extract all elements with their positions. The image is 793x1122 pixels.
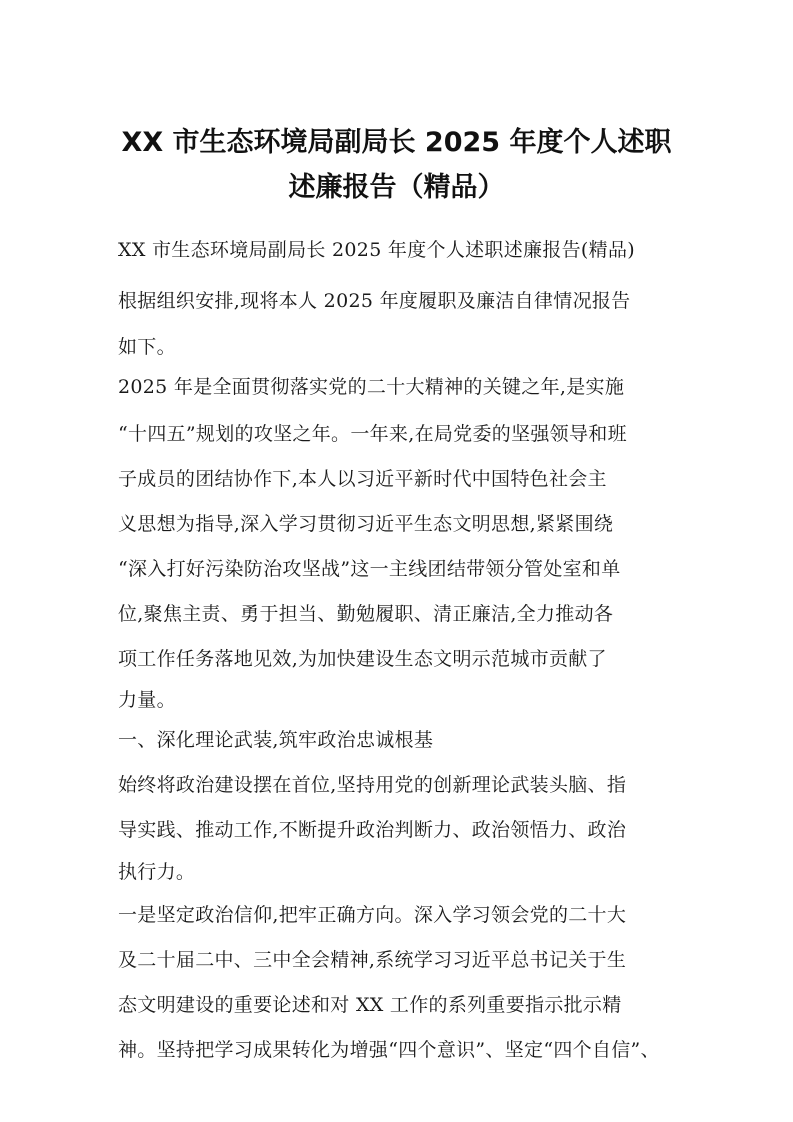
body-line: 义思想为指导,深入学习贯彻习近平生态文明思想,紧紧围绕 — [118, 513, 614, 535]
body-line: 执行力。 — [118, 861, 196, 883]
body-line: 2025 年是全面贯彻落实党的二十大精神的关键之年,是实施 — [118, 376, 625, 398]
body-line: “十四五”规划的攻坚之年。一年来,在局党委的坚强领导和班 — [118, 423, 627, 445]
body-line: 及二十届二中、三中全会精神,系统学习习近平总书记关于生 — [118, 949, 627, 971]
body-line: 如下。 — [118, 336, 176, 358]
body-line: XX 市生态环境局副局长 2025 年度个人述职述廉报告(精品) — [118, 239, 635, 261]
body-line: 子成员的团结协作下,本人以习近平新时代中国特色社会主 — [118, 468, 607, 490]
body-line: 力量。 — [118, 689, 176, 711]
document-title-line-1: XX 市生态环境局副局长 2025 年度个人述职 — [121, 127, 672, 158]
body-line: 始终将政治建设摆在首位,坚持用党的创新理论武装头脑、指 — [118, 774, 627, 796]
body-line: 一是坚定政治信仰,把牢正确方向。深入学习领会党的二十大 — [118, 904, 627, 926]
document-title-line-2: 述廉报告（精品） — [288, 172, 505, 203]
body-line: “深入打好污染防治攻坚战”这一主线团结带领分管处室和单 — [118, 558, 621, 580]
body-line: 神。坚持把学习成果转化为增强“四个意识”、坚定“四个自信”、 — [118, 1039, 660, 1061]
body-line: 态文明建设的重要论述和对 XX 工作的系列重要指示批示精 — [118, 994, 622, 1016]
body-line: 项工作任务落地见效,为加快建设生态文明示范城市贡献了 — [118, 648, 607, 670]
body-line: 根据组织安排,现将本人 2025 年度履职及廉洁自律情况报告 — [118, 290, 631, 312]
section-heading: 一、深化理论武装,筑牢政治忠诚根基 — [118, 729, 434, 751]
body-line: 导实践、推动工作,不断提升政治判断力、政治领悟力、政治 — [118, 819, 627, 841]
body-line: 位,聚焦主责、勇于担当、勤勉履职、清正廉洁,全力推动各 — [118, 603, 614, 625]
